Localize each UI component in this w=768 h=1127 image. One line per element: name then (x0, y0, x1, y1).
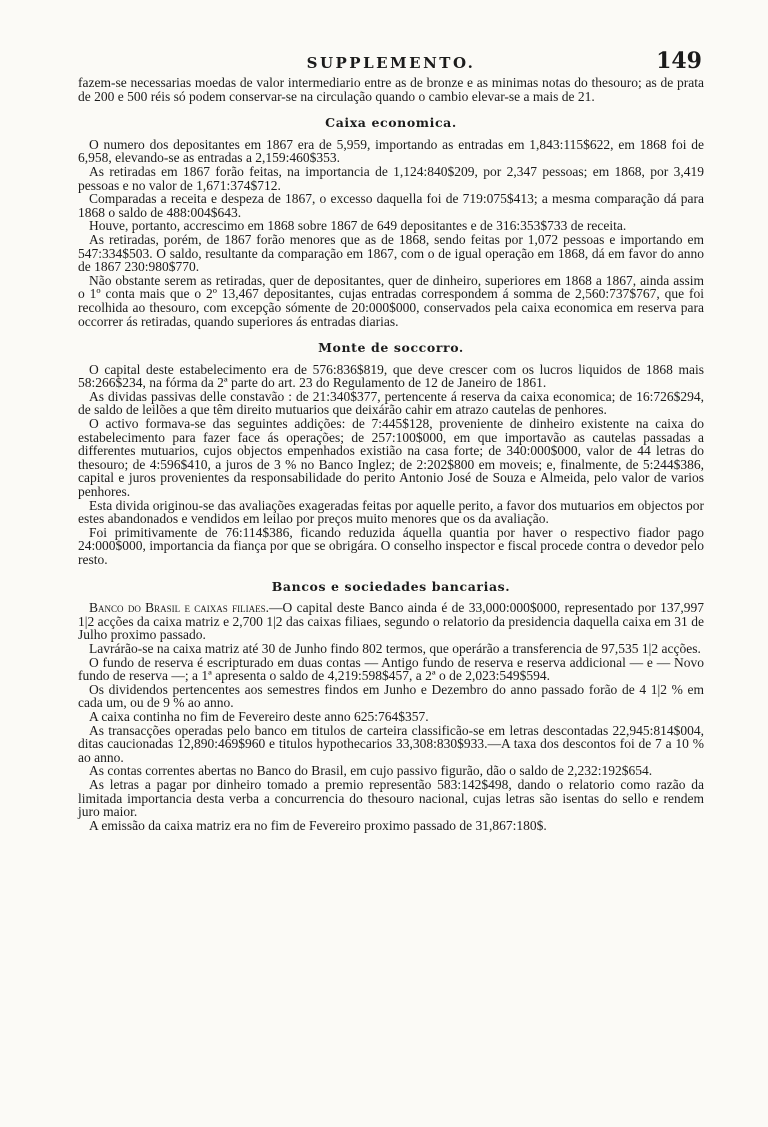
paragraph: As letras a pagar por dinheiro tomado a premio representão 583:142$498, dando o relatorio como razão da limitada importancia desta verba a concurrencia do thesouro nacional, cujas letras são isentas do sello e rendem juro maior. (78, 776, 704, 820)
paragraph: As retiradas em 1867 forão feitas, na importancia de 1,124:840$209, por 2,347 pessoas; em 1868, por 3,419 pessoas e no valor de 1,671:374$712. (78, 163, 704, 193)
page-header (78, 50, 704, 76)
paragraph: Foi primitivamente de 76:114$386, ficando reduzida áquella quantia por haver o respectivo fiador pago 24:000$000, importancia da fiança por que se obrigára. O conselho inspector e fiscal procede contra o devedor pelo resto. (78, 524, 704, 567)
intro-paragraph: fazem-se necessarias moedas de valor intermediario entre as de bronze e as minimas notas do thesouro; as de prata de 200 e 500 réis só podem conservar-se na circulação quando o cambio elevar-se a mais de 21. (78, 75, 704, 104)
paragraph: As dividas passivas delle constavão : de 21:340$377, pertencente á reserva da caixa economica; de 16:726$294, de saldo de leilões a que têm direito mutuarios que deixárão cahir em atrazo cautelas de penhores. (78, 388, 704, 418)
section-heading-caixa-economica: Caixa economica. (325, 115, 457, 131)
paragraph: Comparadas a receita e despeza de 1867, o excesso daquella foi de 719:075$413; a mesma comparação dá para 1868 o saldo de 488:004$643. (78, 191, 704, 220)
page-number: 149 (656, 48, 702, 74)
paragraph: As contas correntes abertas no Banco do Brasil, em cujo passivo figurão, dão o saldo de 2,232:192$654. (89, 763, 653, 779)
paragraph: As transacções operadas pelo banco em titulos de carteira classificão-se em letras descontadas 22,945:814$004, ditas caucionadas 12,890:469$960 e titulos hypothecarios 33,308:830$933.—A taxa dos descontos foi de 7 a 10 % ao anno. (78, 722, 704, 765)
paragraph: O numero dos depositantes em 1867 era de 5,959, importando as entradas em 1,843:115$622, em 1868 foi de 6,958, elevando-se as entradas a 2,159:460$353. (78, 136, 704, 166)
paragraph: A caixa continha no fim de Fevereiro deste anno 625:764$357. (89, 708, 429, 724)
running-title: SUPPLEMENTO. (306, 54, 476, 72)
paragraph: Esta divida originou-se das avaliações exageradas feitas por aquelle perito, a favor dos mutuarios em objectos por estes abandonados e vendidos em leilao por preços muito menores que os da avaliação. (78, 497, 704, 527)
paragraph: O fundo de reserva é escripturado em duas contas — Antigo fundo de reserva e reserva addicional — e — Novo fundo de reserva —; a 1ª apresenta o saldo de 4,219:598$457, a 2ª o de 2,023:549$594. (78, 654, 704, 684)
paragraph: As retiradas, porém, de 1867 forão menores que as de 1868, sendo feitas por 1,072 pessoas e importando em 547:334$503. O saldo, resultante da comparação em 1867, com o de igual operação em 1868, dá em favor do anno de 1867 230:980$770. (78, 231, 704, 275)
paragraph: Não obstante serem as retiradas, quer de depositantes, quer de dinheiro, superiores em 1868 a 1867, ainda assim o 1º conta mais que o 2º 13,467 depositantes, cujas entradas correspondem á somma de 2,560:737$767, que foi recolhida ao thesouro, com excepção sómente de 20:000$000, conservados pela caixa economica em reserva para occorrer ás retiradas, quando superiores ás entradas diarias. (78, 272, 704, 329)
paragraph: Os dividendos pertencentes aos semestres findos em Junho e Dezembro do anno passado forão de 4 1|2 % em cada um, ou de 9 % ao anno. (78, 681, 704, 711)
section-heading-monte-de-soccorro: Monte de soccorro. (318, 340, 464, 356)
paragraph: A emissão da caixa matriz era no fim de Fevereiro proximo passado de 31,867:180$. (89, 817, 547, 833)
paragraph: Lavrárão-se na caixa matriz até 30 de Junho findo 802 termos, que operárão a transferencia de 97,535 1|2 acções. (89, 640, 701, 656)
paragraph-lead (78, 601, 704, 642)
paragraph-lead-text: —O capital deste Banco ainda é de 33,000:000$000, representado por 137,997 1|2 acções da caixa matriz e 2,700 1|2 das caixas filiaes, segundo o relatorio da presidencia daquella caixa em 31 de Julho proximo passado. (78, 600, 705, 643)
paragraph: O activo formava-se das seguintes addições: de 7:445$128, proveniente de dinheiro existente na caixa do estabelecimento para fazer face ás operações; de 257:100$000, em que importavão as cautelas passadas a differentes mutuarios, cujos objectos empenhados existião na casa forte; de 340:000$000, valor de 44 letras do thesouro; de 4:596$410, a juros de 3 % no Banco Inglez; de 2:202$800 em moveis; e, finalmente, de 5:244$386, capital e juros provenientes da responsabilidade do perito Antonio José de Souza e Almeida, pelo valor de varios penhores. (78, 416, 704, 500)
paragraph: O capital deste estabelecimento era de 576:836$819, que deve crescer com os lucros liquidos de 1868 mais 58:266$234, na fórma da 2ª parte do art. 23 do Regulamento de 12 de Janeiro de 1861. (78, 361, 704, 391)
lead-small-caps: Banco do Brasil e caixas filiaes. (89, 600, 270, 616)
section-heading-bancos: Bancos e sociedades bancarias. (271, 578, 511, 594)
paragraph: Houve, portanto, accrescimo em 1868 sobre 1867 de 649 depositantes e de 316:353$733 de receita. (89, 218, 627, 234)
body-text (78, 76, 704, 832)
